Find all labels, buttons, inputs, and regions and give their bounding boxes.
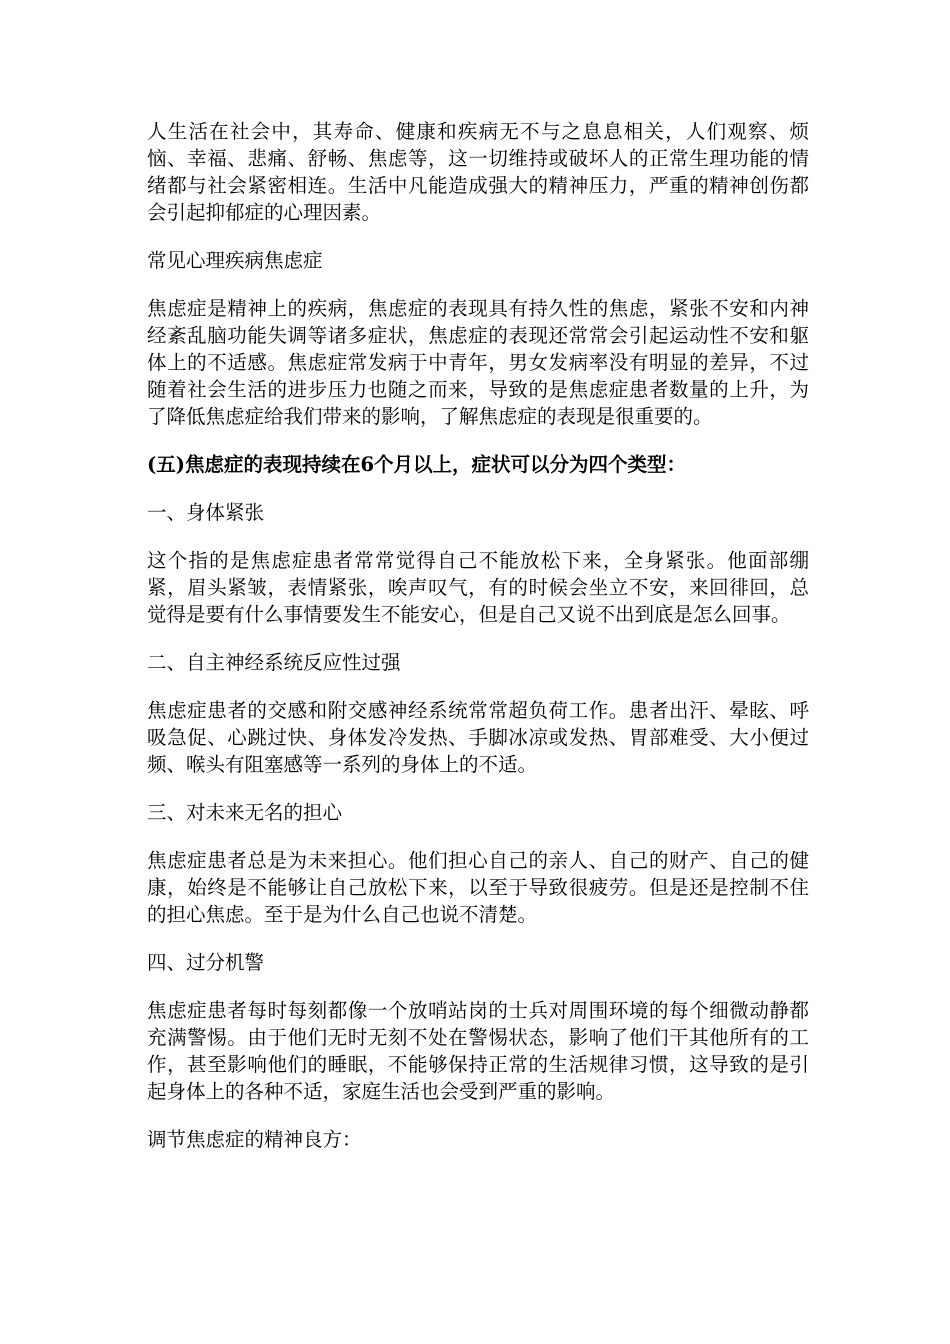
- paragraph-autonomic-nervous: 焦虑症患者的交感和附交感神经系统常常超负荷工作。患者出汗、晕眩、呼吸急促、心跳过快、身体发冷发热、手脚冰凉或发热、胃部难受、大小便过频、喉头有阻塞感等一系列的身体上的不适。: [147, 699, 809, 776]
- paragraph-anxiety-description: 焦虑症是精神上的疾病，焦虑症的表现具有持久性的焦虑，紧张不安和内神经紊乱脑功能失调等诸多症状，焦虑症的表现还常常会引起运动性不安和躯体上的不适感。焦虑症常发病于中青年，男女发病率没有明显的差异，不过随着社会生活的进步压力也随之而来，导致的是焦虑症患者数量的上升，为了降低焦虑症给我们带来的影响，了解焦虑症的表现是很重要的。: [147, 297, 809, 428]
- subheading-remedies: 调节焦虑症的精神良方：: [147, 1128, 362, 1151]
- subheading-autonomic-nervous: 二、自主神经系统反应性过强: [147, 651, 401, 674]
- paragraph-body-tension: 这个指的是焦虑症患者常常觉得自己不能放松下来，全身紧张。他面部绷紧，眉头紧皱，表情紧张，唉声叹气，有的时候会坐立不安，来回徘回，总觉得是要有什么事情要发生不能安心，但是自己又说不出到底是怎么回事。: [147, 549, 809, 626]
- subheading-future-worry: 三、对未来无名的担心: [147, 801, 343, 824]
- subheading-body-tension: 一、身体紧张: [147, 501, 265, 524]
- paragraph-hypervigilance: 焦虑症患者每时每刻都像一个放哨站岗的士兵对周围环境的每个细微动静都充满警惕。由于他们无时无刻不处在警惕状态，影响了他们干其他所有的工作，甚至影响他们的睡眠，不能够保持正常的生活规律习惯，这导致的是引起身体上的各种不适，家庭生活也会受到严重的影响。: [147, 999, 809, 1103]
- document-page: [147, 118, 809, 1174]
- paragraph-intro: 人生活在社会中，其寿命、健康和疾病无不与之息息相关，人们观察、烦恼、幸福、悲痛、舒畅、焦虑等，这一切维持或破坏人的正常生理功能的情绪都与社会紧密相连。生活中凡能造成强大的精神压力，严重的精神创伤都会引起抑郁症的心理因素。: [147, 120, 809, 224]
- subheading-hypervigilance: 四、过分机警: [147, 951, 265, 974]
- section-heading-anxiety: 常见心理疾病焦虑症: [147, 249, 323, 272]
- paragraph-future-worry: 焦虑症患者总是为未来担心。他们担心自己的亲人、自己的财产、自己的健康，始终是不能够让自己放松下来，以至于导致很疲劳。但是还是控制不住的担心焦虑。至于是为什么自己也说不清楚。: [147, 849, 809, 926]
- bold-heading-symptom-types: (五)焦虑症的表现持续在6个月以上，症状可以分为四个类型：: [147, 453, 687, 476]
